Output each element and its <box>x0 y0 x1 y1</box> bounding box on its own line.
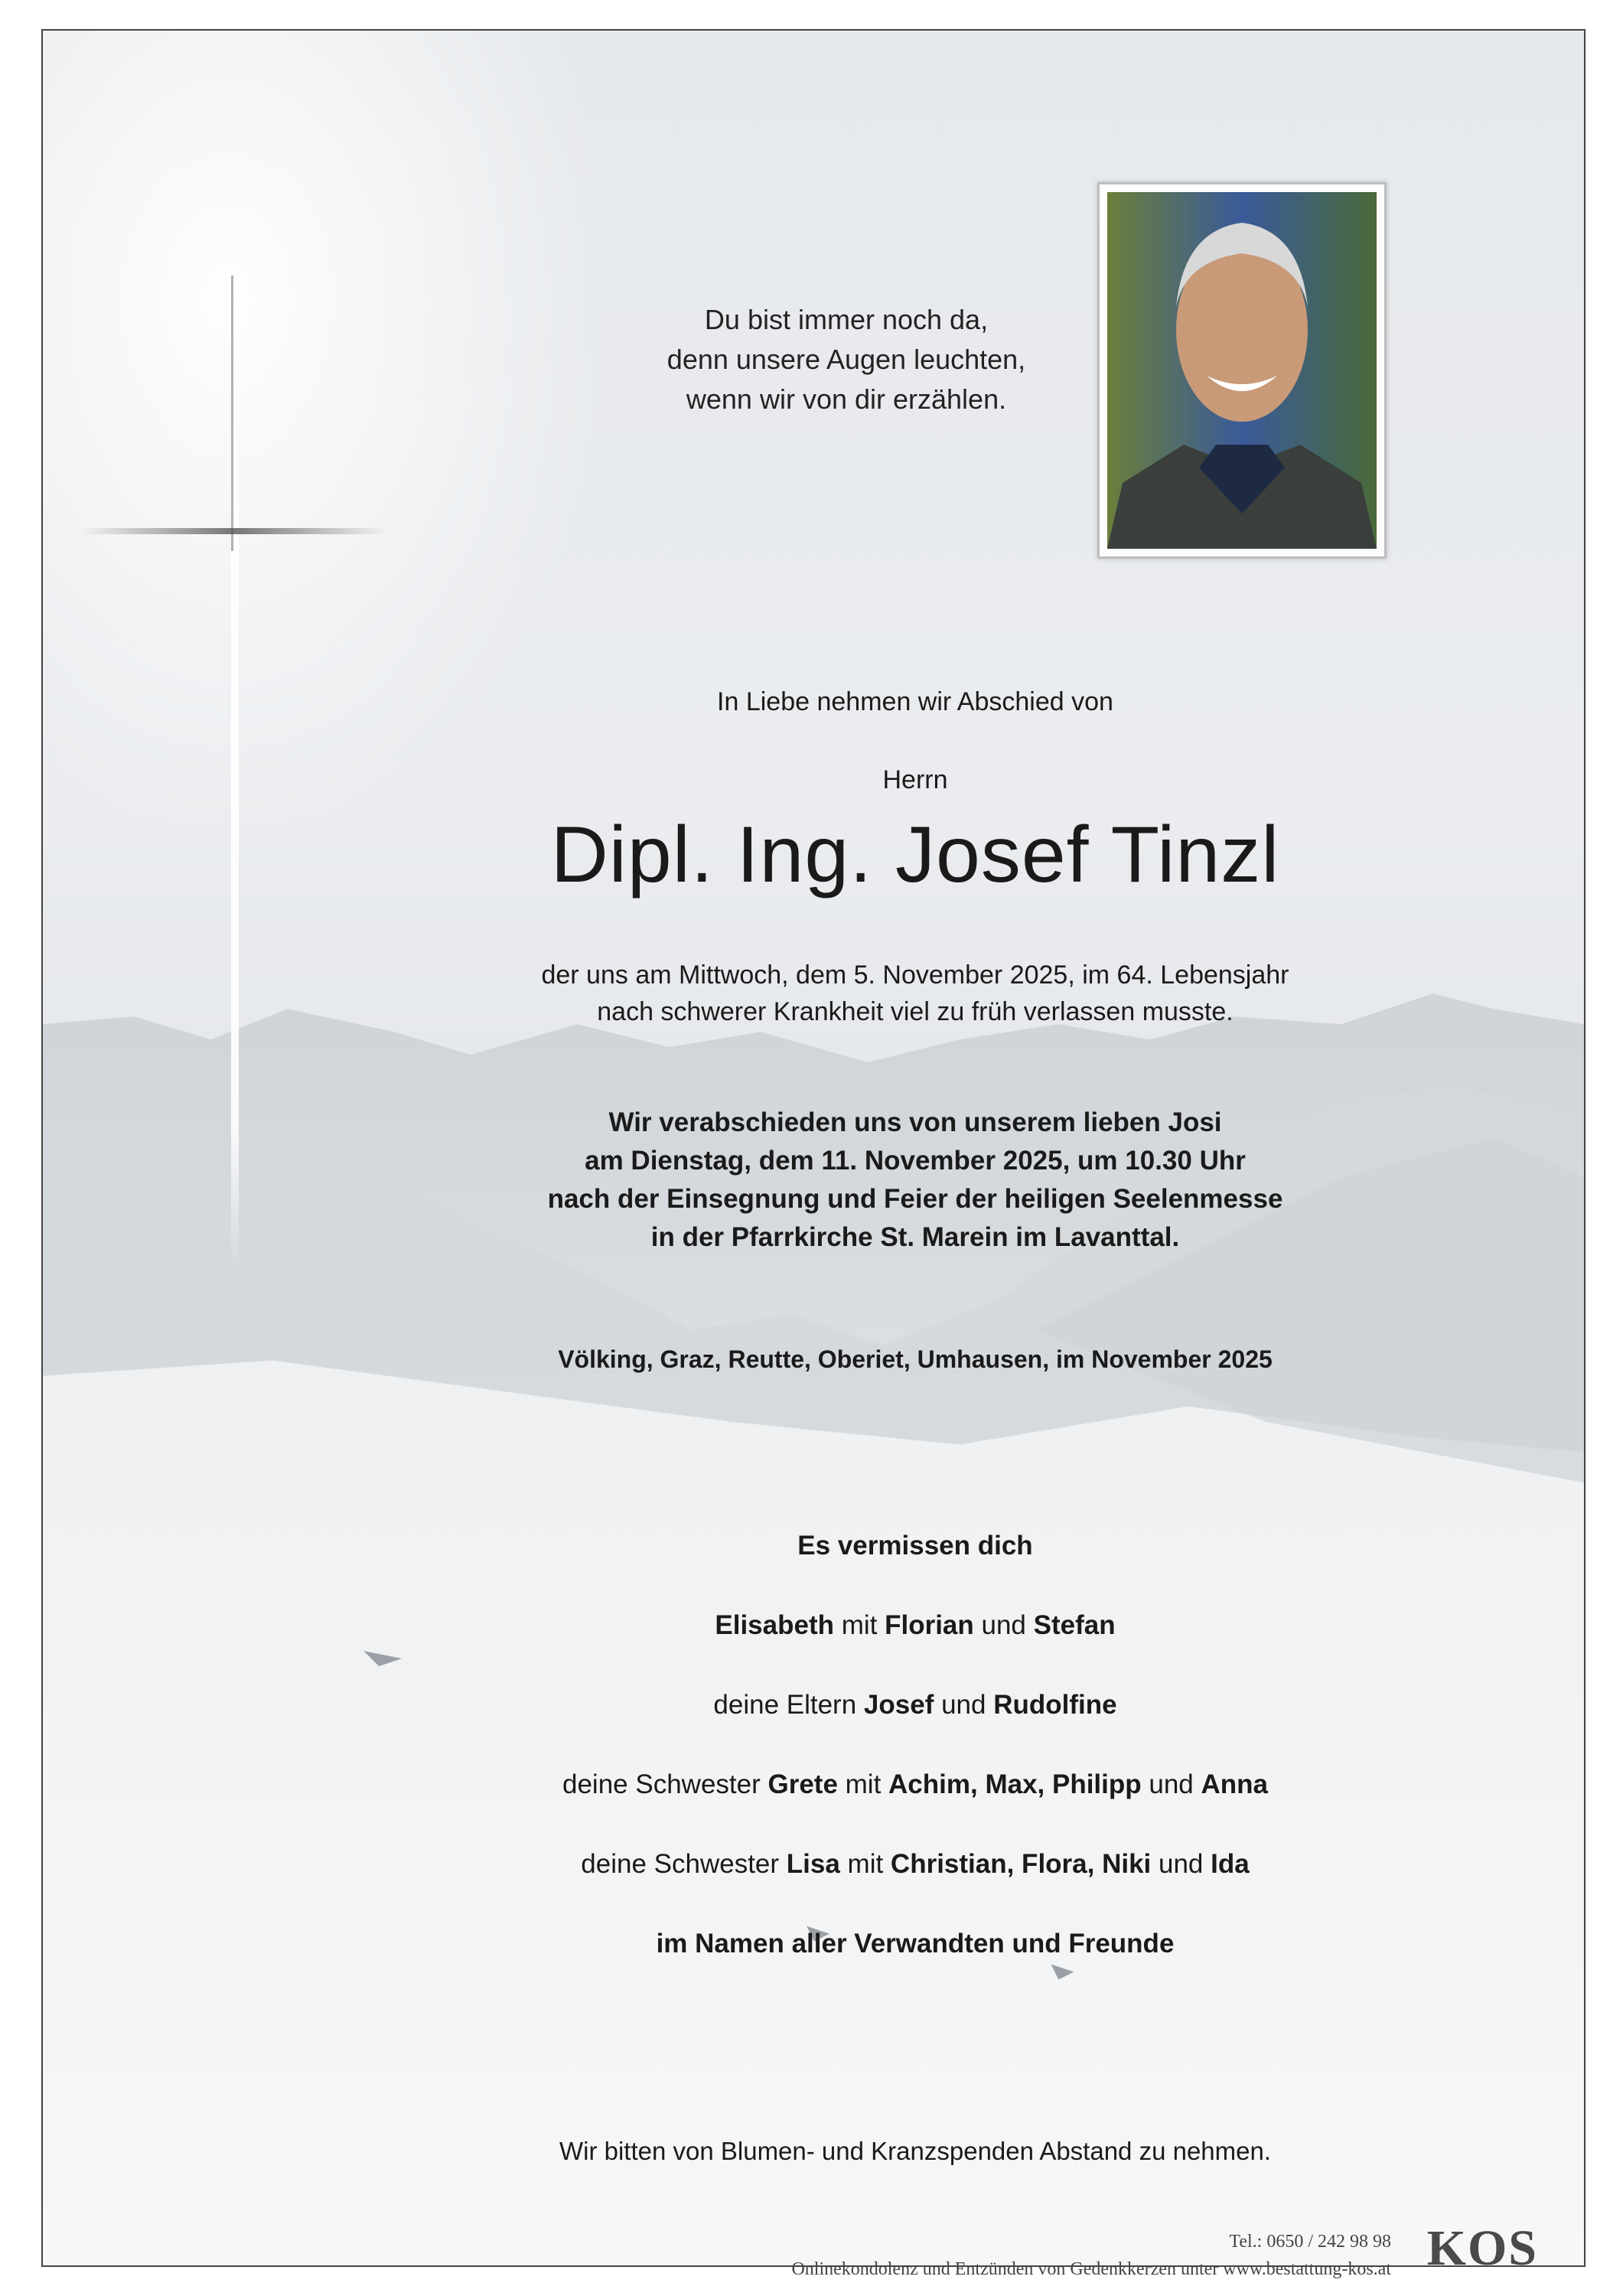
family-name: Stefan <box>1033 1610 1116 1640</box>
mourners-heading: Es vermissen dich <box>797 1531 1033 1561</box>
intro-text: In Liebe nehmen wir Abschied von <box>717 687 1113 716</box>
family-line <box>410 1610 1420 1641</box>
memorial-verse <box>533 300 1160 419</box>
family-connector: deine Schwester <box>562 1769 768 1799</box>
death-line: der uns am Mittwoch, dem 5. November 2025, im 64. Lebensjahr <box>541 960 1289 990</box>
family-name: Christian, Flora, Niki <box>890 1849 1152 1879</box>
funeral-line: nach der Einsegnung und Feier der heiligen Seelenmesse <box>547 1184 1283 1214</box>
footer-phone: Tel.: 0650 / 242 98 98 <box>1229 2232 1391 2252</box>
family-name: Lisa <box>786 1849 840 1879</box>
places-date: Völking, Graz, Reutte, Oberiet, Umhausen, im November 2025 <box>558 1345 1273 1373</box>
family-line <box>410 1769 1420 1800</box>
family-name: Florian <box>885 1610 974 1640</box>
obituary-card <box>41 29 1586 2279</box>
family-connector: und <box>1151 1849 1211 1879</box>
family-name: Achim, Max, Philipp <box>888 1769 1142 1799</box>
family-closing: im Namen aller Verwandten und Freunde <box>656 1929 1175 1958</box>
portrait-image <box>1107 192 1377 549</box>
verse-line: wenn wir von dir erzählen. <box>686 383 1007 415</box>
cross-icon <box>43 276 410 1270</box>
funeral-details <box>410 1104 1420 1257</box>
family-line <box>410 1849 1420 1880</box>
funeral-line: Wir verabschieden uns von unserem lieben Josi <box>608 1107 1222 1137</box>
family-name: Elisabeth <box>715 1610 834 1640</box>
funeral-line: am Dienstag, dem 11. November 2025, um 10.30 Uhr <box>585 1146 1246 1176</box>
family-name: Josef <box>863 1690 934 1720</box>
flowers-note: Wir bitten von Blumen- und Kranzspenden Abstand zu nehmen. <box>559 2137 1272 2165</box>
family-connector: und <box>973 1610 1034 1640</box>
family-connector: mit <box>839 1849 891 1879</box>
family-connector: deine Schwester <box>581 1849 787 1879</box>
family-connector: und <box>1141 1769 1201 1799</box>
footer-online-link[interactable]: Onlinekondolenz und Entzünden von Gedenkkerzen unter www.bestattung-kos.at <box>791 2259 1391 2279</box>
verse-line: denn unsere Augen leuchten, <box>666 344 1026 375</box>
family-name: Ida <box>1211 1849 1250 1879</box>
family-line <box>410 1690 1420 1720</box>
family-name: Anna <box>1201 1769 1268 1799</box>
family-name: Rudolfine <box>993 1690 1117 1720</box>
portrait-photo <box>1097 182 1387 559</box>
death-notice <box>410 957 1420 1030</box>
deceased-name: Dipl. Ing. Josef Tinzl <box>550 810 1280 899</box>
kos-logo: KOS <box>1426 2220 1538 2276</box>
family-connector: mit <box>837 1769 889 1799</box>
family-connector: und <box>934 1690 994 1720</box>
family-name: Grete <box>768 1769 838 1799</box>
family-connector: mit <box>833 1610 885 1640</box>
family-connector: deine Eltern <box>713 1690 864 1720</box>
funeral-line: in der Pfarrkirche St. Marein im Lavanttal. <box>650 1222 1180 1252</box>
verse-line: Du bist immer noch da, <box>704 304 989 335</box>
salutation: Herrn <box>882 765 948 794</box>
death-line: nach schwerer Krankheit viel zu früh verlassen musste. <box>597 997 1234 1026</box>
